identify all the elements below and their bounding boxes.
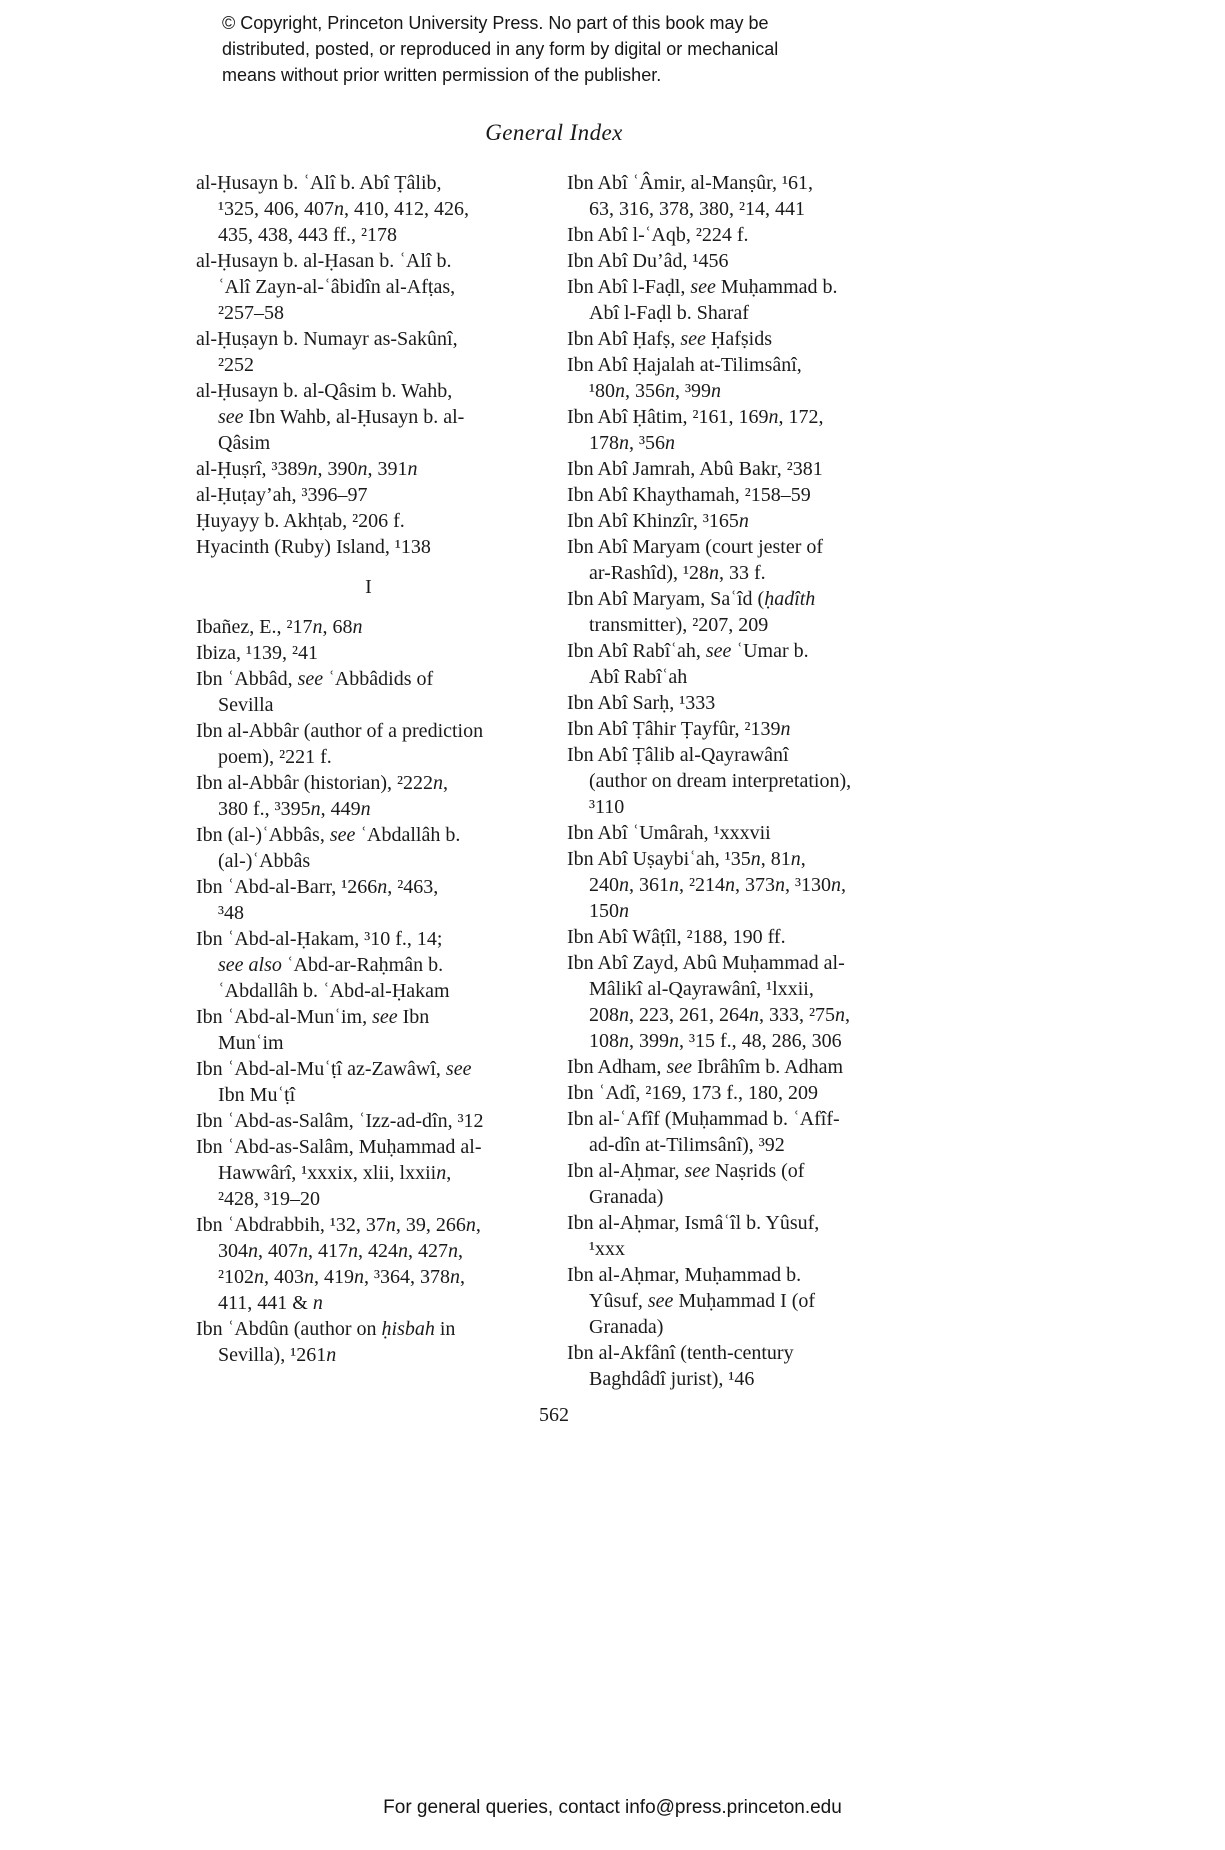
index-entry-line: al-Ḥusayn b. al-Qâsim b. Wahb, [196,380,453,402]
index-entry-line: al-Ḥuṣrî, ³389n, 390n, 391n [196,458,418,480]
index-entry [567,950,912,1054]
index-entry [196,614,541,640]
index-entry [567,222,912,248]
index-entry-line: transmitter), ²207, 209 [589,614,769,636]
index-entry-line: Hyacinth (Ruby) Island, ¹138 [196,536,431,558]
index-entry [196,1134,541,1212]
index-entry-line: 411, 441 & n [218,1292,323,1314]
index-entry-line: Ibiza, ¹139, ²41 [196,642,318,664]
index-entry [567,404,912,456]
page-title: General Index [485,120,623,145]
index-entry-line: Ibn Adham, see Ibrâhîm b. Adham [567,1056,844,1078]
index-entry [567,742,912,820]
index-entry-line: Granada) [589,1186,664,1208]
index-entry [567,846,912,924]
index-entry [567,638,912,690]
index-entry-line: ¹xxx [589,1238,625,1260]
index-entry [567,1158,912,1210]
index-entry-line: ²252 [218,354,254,376]
index-entry-line: ¹325, 406, 407n, 410, 412, 426, [218,198,469,220]
index-columns [196,170,912,1392]
index-right-column [567,170,912,1392]
index-entry-line: Ibn al-ʿAfîf (Muḥammad b. ʿAfîf- [567,1108,840,1130]
index-entry [196,482,541,508]
index-entry [567,716,912,742]
index-entry-line: Ibn ʿAbd-al-Barr, ¹266n, ²463, [196,876,439,898]
index-entry-line: ad-dîn at-Tilimsânî), ³92 [589,1134,785,1156]
index-entry-line: Ibn ʿAbd-al-Muʿṭî az-Zawâwî, see [196,1058,472,1080]
index-entry [196,1004,541,1056]
index-entry-line: poem), ²221 f. [218,746,332,768]
index-entry [196,926,541,1004]
index-entry-line: Ibn Abî Sarḥ, ¹333 [567,692,716,714]
index-entry [196,1056,541,1108]
index-entry-line: Ḥuyayy b. Akhṭab, ²206 f. [196,510,405,532]
index-entry-line: Ibn ʿAbdrabbih, ¹32, 37n, 39, 266n, [196,1214,481,1236]
index-entry [196,326,541,378]
index-entry [567,248,912,274]
index-entry-line: ʿAbdallâh b. ʿAbd-al-Ḥakam [218,980,450,1002]
index-entry-line: Ibn Abî Ṭâlib al-Qayrawânî [567,744,789,766]
index-entry-line: 63, 316, 378, 380, ²14, 441 [589,198,805,220]
index-entry-line: ²257–58 [218,302,284,324]
index-entry [196,718,541,770]
index-entry-line: 435, 438, 443 ff., ²178 [218,224,397,246]
copyright-line: means without prior written permission of the publisher. [222,65,662,85]
index-entry-line: Ibn Abî Ḥâtim, ²161, 169n, 172, [567,406,824,428]
index-entry [567,326,912,352]
index-entry-line: Ibn al-Aḥmar, see Naṣrids (of [567,1160,805,1182]
index-entry-line: ¹80n, 356n, ³99n [589,380,721,402]
index-entry [196,1316,541,1368]
index-entry-line: ²102n, 403n, 419n, ³364, 378n, [218,1266,465,1288]
index-entry [567,1054,912,1080]
index-entry-line: al-Ḥusayn b. al-Ḥasan b. ʿAlî b. [196,250,452,272]
index-entry-line: 304n, 407n, 417n, 424n, 427n, [218,1240,463,1262]
index-entry-line: Ibn Abî Ṭâhir Ṭayfûr, ²139n [567,718,791,740]
index-entry [567,690,912,716]
index-entry-line: Ibn al-Abbâr (historian), ²222n, [196,772,449,794]
index-entry-line: Ibn Abî Wâṭîl, ²188, 190 ff. [567,926,786,948]
index-entry-line: Ibn Abî ʿÂmir, al-Manṣûr, ¹61, [567,172,814,194]
index-entry-line: (author on dream interpretation), [589,770,852,792]
index-entry-line: Ibn Muʿṭî [218,1084,296,1106]
index-entry [196,770,541,822]
index-entry-line: ʿAlî Zayn-al-ʿâbidîn al-Afṭas, [218,276,456,298]
index-entry-line: Abî l-Faḍl b. Sharaf [589,302,749,324]
index-entry [196,1212,541,1316]
index-entry-line: Ibn al-Aḥmar, Ismâʿîl b. Yûsuf, [567,1212,820,1234]
index-entry [196,456,541,482]
index-entry-line: al-Ḥusayn b. ʿAlî b. Abî Ṭâlib, [196,172,442,194]
index-entry-line: 178n, ³56n [589,432,675,454]
index-entry-line: ar-Rashîd), ¹28n, 33 f. [589,562,766,584]
index-entry-line: ³110 [589,796,625,818]
index-entry-line: Granada) [589,1316,664,1338]
copyright-notice [222,10,778,88]
index-entry-line: al-Ḥuṭay’ah, ³396–97 [196,484,368,506]
index-entry-line: (al-)ʿAbbâs [218,850,311,872]
index-entry-line: 240n, 361n, ²214n, 373n, ³130n, [589,874,846,896]
index-entry [567,456,912,482]
footer-text: For general queries, contact [383,1797,626,1818]
index-entry-line: Ibn Abî ʿUmârah, ¹xxxvii [567,822,771,844]
index-entry-line: 108n, 399n, ³15 f., 48, 286, 306 [589,1030,842,1052]
index-entry-line: Ibn Abî Maryam, Saʿîd (ḥadîth [567,588,816,610]
index-entry-line: Hawwârî, ¹xxxix, xlii, lxxiin, [218,1162,452,1184]
section-heading: I [365,576,372,598]
index-entry-line: Ibn Abî Khaythamah, ²158–59 [567,484,811,506]
index-entry-line: Ibn Abî Khinzîr, ³165n [567,510,749,532]
index-entry-line: 208n, 223, 261, 264n, 333, ²75n, [589,1004,850,1026]
index-entry-line: Ibn ʿAbd-as-Salâm, Muḥammad al- [196,1136,482,1158]
index-entry-line: Munʿim [218,1032,284,1054]
index-entry [567,586,912,638]
index-entry [567,924,912,950]
index-entry-line: al-Ḥuṣayn b. Numayr as-Sakûnî, [196,328,458,350]
index-entry-line: Ibn al-Abbâr (author of a prediction [196,720,484,742]
index-entry-line: Ibn Abî Zayd, Abû Muḥammad al- [567,952,845,974]
index-page-content [196,120,912,1427]
index-entry [196,874,541,926]
index-entry [567,170,912,222]
index-entry-line: Ibn Abî Ḥajalah at-Tilimsânî, [567,354,802,376]
index-entry-line: Ibn ʿAbbâd, see ʿAbbâdids of [196,668,434,690]
index-entry-line: Ibañez, E., ²17n, 68n [196,616,363,638]
copyright-line: distributed, posted, or reproduced in any form by digital or mechanical [222,39,779,59]
index-entry [196,248,541,326]
index-entry [196,666,541,718]
index-entry [567,1080,912,1106]
index-entry [196,640,541,666]
copyright-line: © Copyright, Princeton University Press. No part of this book may be [222,13,769,33]
index-entry-line: Ibn Abî l-ʿAqb, ²224 f. [567,224,749,246]
index-entry-line: ²428, ³19–20 [218,1188,320,1210]
index-entry-line: Ibn Abî Du’âd, ¹456 [567,250,729,272]
index-entry-line: see Ibn Wahb, al-Ḥusayn b. al- [218,406,465,428]
index-entry-line: Abî Rabîʿah [589,666,688,688]
index-entry-line: Ibn Abî Uṣaybiʿah, ¹35n, 81n, [567,848,806,870]
index-entry [196,378,541,456]
index-entry-line: Ibn Abî Ḥafṣ, see Ḥafṣids [567,328,772,350]
index-entry [196,534,541,560]
index-entry-line: see also ʿAbd-ar-Raḥmân b. [218,954,444,976]
index-entry [196,170,541,248]
index-entry [567,820,912,846]
index-entry-line: Sevilla [218,694,274,716]
index-entry-line: Mâlikî al-Qayrawânî, ¹lxxii, [589,978,814,1000]
index-entry-line: Ibn ʿAdî, ²169, 173 f., 180, 209 [567,1082,818,1104]
index-entry [567,482,912,508]
index-entry-line: Sevilla), ¹261n [218,1344,337,1366]
index-entry-line: ³48 [218,902,244,924]
index-entry-line: Ibn ʿAbd-as-Salâm, ʿIzz-ad-dîn, ³12 [196,1110,484,1132]
index-entry-line: Ibn Abî Maryam (court jester of [567,536,824,558]
index-entry [567,1210,912,1262]
index-entry [567,352,912,404]
index-entry [567,1340,912,1392]
index-entry-line: Ibn Abî Rabîʿah, see ʿUmar b. [567,640,809,662]
index-entry [567,534,912,586]
index-entry-line: 150n [589,900,629,922]
index-left-column [196,170,541,1368]
index-entry-line: Yûsuf, see Muḥammad I (of [589,1290,816,1312]
index-entry [567,274,912,326]
index-entry-line: Qâsim [218,432,271,454]
index-entry-line: Ibn al-Akfânî (tenth-century [567,1342,794,1364]
index-entry [567,1106,912,1158]
index-entry-line: Ibn Abî Jamrah, Abû Bakr, ²381 [567,458,823,480]
footer-note [0,1797,1225,1819]
index-entry [196,822,541,874]
index-entry [567,1262,912,1340]
index-entry-line: Ibn (al-)ʿAbbâs, see ʿAbdallâh b. [196,824,461,846]
index-entry-line: Ibn ʿAbdûn (author on ḥisbah in [196,1318,456,1340]
index-entry-line: Ibn ʿAbd-al-Munʿim, see Ibn [196,1006,430,1028]
index-entry [196,508,541,534]
index-entry-line: Ibn ʿAbd-al-Ḥakam, ³10 f., 14; [196,928,443,950]
index-entry [196,1108,541,1134]
index-entry [567,508,912,534]
page-number: 562 [539,1404,569,1426]
index-entry-line: Ibn al-Aḥmar, Muḥammad b. [567,1264,802,1286]
contact-email-link[interactable]: info@press.princeton.edu [625,1797,842,1818]
index-entry-line: 380 f., ³395n, 449n [218,798,371,820]
index-entry-line: Baghdâdî jurist), ¹46 [589,1368,755,1390]
index-entry-line: Ibn Abî l-Faḍl, see Muḥammad b. [567,276,838,298]
